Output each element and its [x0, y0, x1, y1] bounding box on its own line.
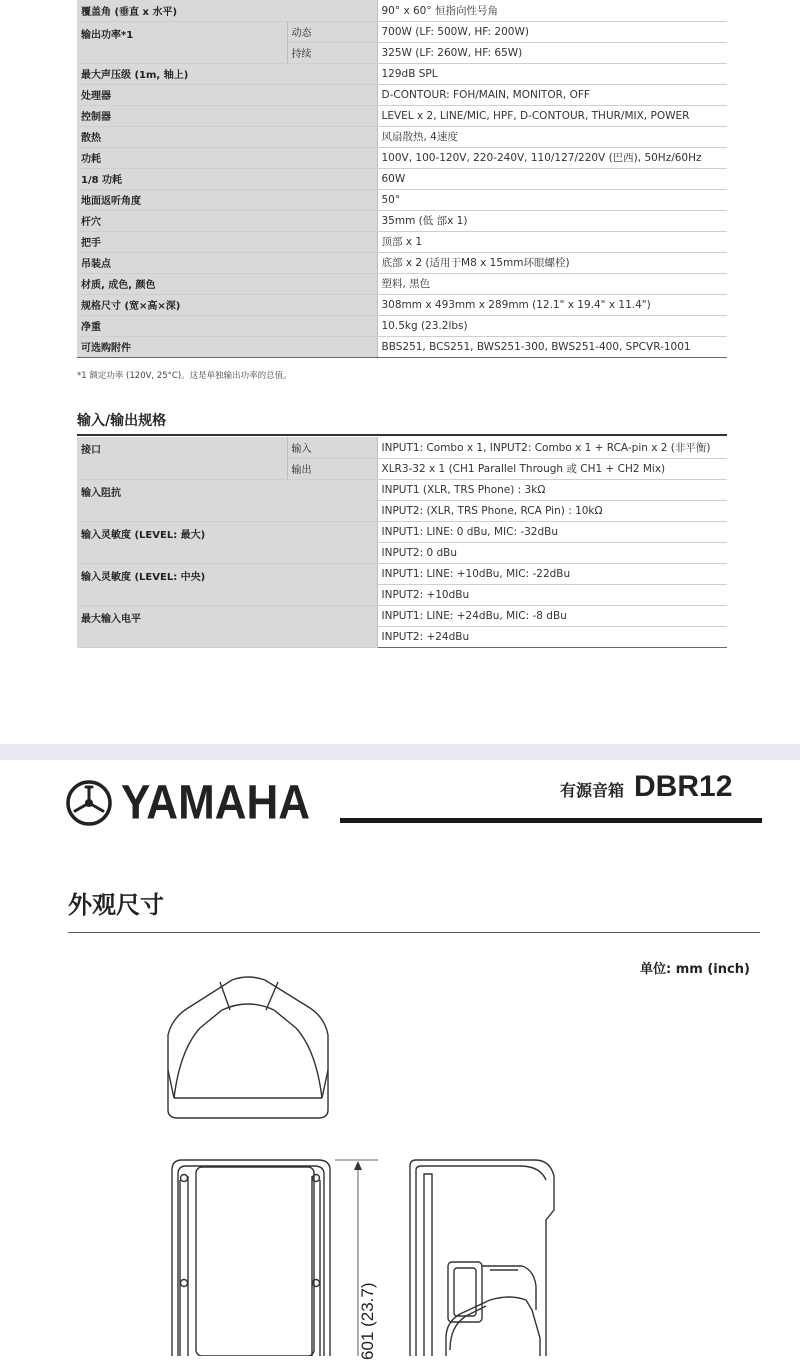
row-label: 规格尺寸 (宽×高×深)	[77, 294, 377, 315]
table-row	[77, 563, 727, 584]
section-title: 外观尺寸	[68, 885, 164, 920]
row-value: 90° x 60° 恒指向性号角	[377, 0, 727, 21]
row-value: 底部 x 2 (适用于M8 x 15mm环眼螺栓)	[377, 252, 727, 273]
tuning-fork-emblem-icon	[65, 779, 113, 827]
table-row	[77, 521, 727, 542]
row-value: INPUT1: LINE: 0 dBu, MIC: -32dBu	[377, 521, 727, 542]
unit-label: 单位: mm (inch)	[640, 958, 750, 977]
row-value: 129dB SPL	[377, 63, 727, 84]
row-label: 输入灵敏度 (LEVEL: 最大)	[77, 521, 377, 563]
row-value: 700W (LF: 500W, HF: 200W)	[377, 21, 727, 42]
row-label: 最大声压级 (1m, 轴上)	[77, 63, 377, 84]
speaker-top-view	[168, 977, 328, 1118]
table-row	[77, 21, 727, 42]
row-value: 50°	[377, 189, 727, 210]
table-row	[77, 437, 727, 458]
footnote: *1 额定功率 (120V, 25°C)。这是单独输出功率的总值。	[77, 369, 292, 381]
row-sublabel: 输入	[287, 437, 377, 458]
table-row	[77, 0, 727, 21]
io-heading: 输入/输出规格	[77, 410, 166, 430]
row-value: INPUT2: (XLR, TRS Phone, RCA Pin) : 10kΩ	[377, 500, 727, 521]
table-row	[77, 126, 727, 147]
row-value: LEVEL x 2, LINE/MIC, HPF, D-CONTOUR, THUR/MIX, POWER	[377, 105, 727, 126]
row-label: 可选购附件	[77, 336, 377, 357]
row-label: 覆盖角 (垂直 x 水平)	[77, 0, 377, 21]
row-value: INPUT2: 0 dBu	[377, 542, 727, 563]
table-row	[77, 252, 727, 273]
table-row	[77, 605, 727, 626]
table-row	[77, 210, 727, 231]
row-sublabel: 输出	[287, 458, 377, 479]
row-value: INPUT2: +24dBu	[377, 626, 727, 647]
row-value: INPUT1 (XLR, TRS Phone) : 3kΩ	[377, 479, 727, 500]
row-label: 处理器	[77, 84, 377, 105]
row-value: INPUT1: LINE: +24dBu, MIC: -8 dBu	[377, 605, 727, 626]
row-value: 35mm (低 部x 1)	[377, 210, 727, 231]
table-row	[77, 147, 727, 168]
row-sublabel: 动态	[287, 21, 377, 42]
spec-table	[77, 0, 727, 358]
row-sublabel: 持续	[287, 42, 377, 63]
table-row	[77, 231, 727, 252]
brand-logo	[65, 778, 310, 828]
row-value: 60W	[377, 168, 727, 189]
row-value: 100V, 100-120V, 220-240V, 110/127/220V (巴西), 50Hz/60Hz	[377, 147, 727, 168]
table-row	[77, 63, 727, 84]
table-row	[77, 294, 727, 315]
title-rule	[340, 818, 762, 823]
product-type: 有源音箱	[560, 778, 624, 801]
row-label: 1/8 功耗	[77, 168, 377, 189]
row-value: 325W (LF: 260W, HF: 65W)	[377, 42, 727, 63]
row-value: 塑料, 黑色	[377, 273, 727, 294]
row-value: BBS251, BCS251, BWS251-300, BWS251-400, SPCVR-1001	[377, 336, 727, 357]
speaker-side-view	[410, 1160, 554, 1356]
row-label: 功耗	[77, 147, 377, 168]
row-label: 输入阻抗	[77, 479, 377, 521]
model-name: DBR12	[634, 770, 732, 804]
height-dimension-label: 601 (23.7)	[358, 1283, 378, 1360]
table-row	[77, 479, 727, 500]
row-label: 材质, 成色, 颜色	[77, 273, 377, 294]
row-label: 接口	[77, 437, 287, 479]
row-value: 风扇散热, 4速度	[377, 126, 727, 147]
row-value: 顶部 x 1	[377, 231, 727, 252]
row-value: D-CONTOUR: FOH/MAIN, MONITOR, OFF	[377, 84, 727, 105]
row-label: 吊装点	[77, 252, 377, 273]
product-header	[560, 770, 732, 804]
table-row	[77, 168, 727, 189]
section-rule	[68, 932, 760, 933]
row-label: 最大输入电平	[77, 605, 377, 647]
row-value: XLR3-32 x 1 (CH1 Parallel Through 或 CH1 + CH2 Mix)	[377, 458, 727, 479]
row-label: 输出功率*1	[77, 21, 287, 63]
table-row	[77, 315, 727, 336]
row-label: 杆穴	[77, 210, 377, 231]
row-value: INPUT1: Combo x 1, INPUT2: Combo x 1 + RCA-pin x 2 (非平衡)	[377, 437, 727, 458]
table-row	[77, 336, 727, 357]
row-value: INPUT2: +10dBu	[377, 584, 727, 605]
row-label: 地面返听角度	[77, 189, 377, 210]
io-table	[77, 437, 727, 648]
row-value: 10.5kg (23.2lbs)	[377, 315, 727, 336]
row-label: 控制器	[77, 105, 377, 126]
row-label: 输入灵敏度 (LEVEL: 中央)	[77, 563, 377, 605]
row-value: 308mm x 493mm x 289mm (12.1" x 19.4" x 11.4")	[377, 294, 727, 315]
table-row	[77, 189, 727, 210]
table-row	[77, 273, 727, 294]
table-row	[77, 105, 727, 126]
table-row	[77, 84, 727, 105]
speaker-front-view	[172, 1160, 330, 1356]
heading-rule	[77, 434, 727, 436]
row-label: 净重	[77, 315, 377, 336]
row-label: 散热	[77, 126, 377, 147]
row-value: INPUT1: LINE: +10dBu, MIC: -22dBu	[377, 563, 727, 584]
brand-wordmark: YAMAHA	[121, 776, 310, 831]
row-label: 把手	[77, 231, 377, 252]
